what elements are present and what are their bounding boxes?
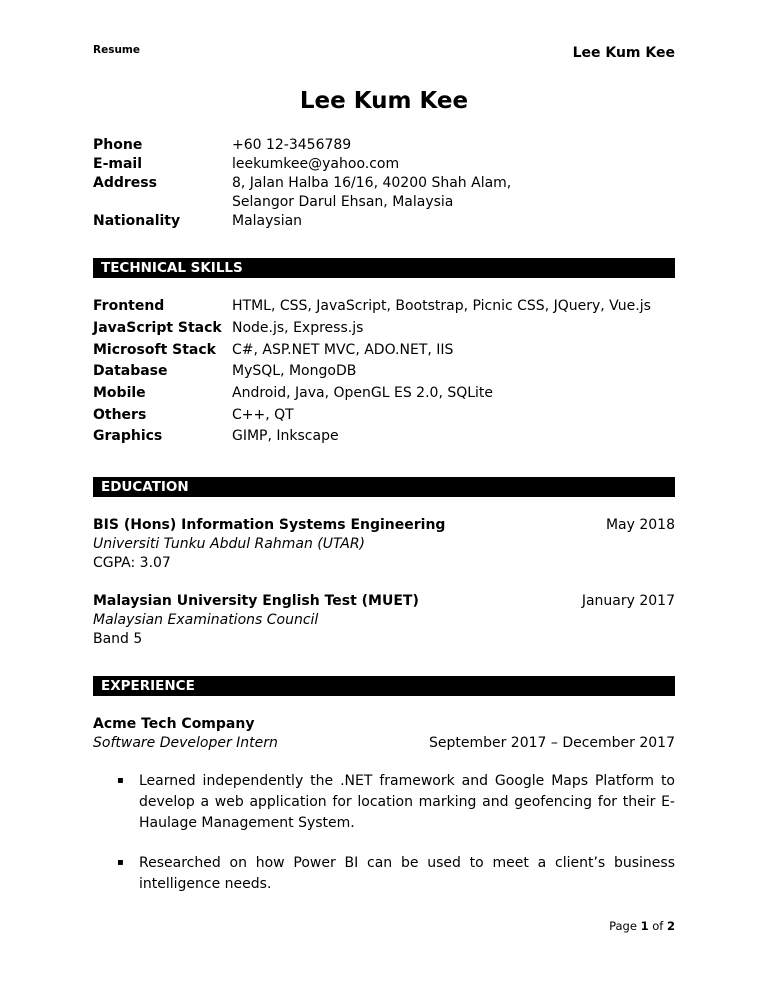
experience-dates: September 2017 – December 2017 (428, 735, 675, 751)
contact-label-email: E-mail (93, 156, 143, 172)
page-number (609, 919, 675, 933)
education-date: January 2017 (581, 593, 675, 609)
contact-label-nationality: Nationality (93, 213, 181, 229)
section-header-education: EDUCATION (93, 477, 675, 497)
bullet-icon: ▪ (117, 857, 124, 868)
section-header-experience: EXPERIENCE (93, 676, 675, 696)
skill-label: Microsoft Stack (93, 342, 216, 358)
experience-role: Software Developer Intern (93, 735, 278, 751)
education-date: May 2018 (605, 517, 675, 533)
page-current: 1 (640, 919, 649, 933)
header-left: Resume (93, 44, 140, 56)
education-title: BIS (Hons) Information Systems Engineering (93, 517, 446, 533)
skill-value: GIMP, Inkscape (232, 428, 339, 444)
education-detail: CGPA: 3.07 (93, 555, 171, 571)
contact-value-address-line1: 8, Jalan Halba 16/16, 40200 Shah Alam, (232, 175, 512, 191)
experience-company: Acme Tech Company (93, 716, 255, 732)
contact-value-address-line2: Selangor Darul Ehsan, Malaysia (232, 194, 454, 210)
skill-value: C++, QT (232, 407, 294, 423)
education-institution: Universiti Tunku Abdul Rahman (UTAR) (93, 536, 366, 552)
skill-value: Node.js, Express.js (232, 320, 364, 336)
contact-label-address: Address (93, 175, 157, 191)
skill-value: Android, Java, OpenGL ES 2.0, SQLite (232, 385, 494, 401)
skill-value: MySQL, MongoDB (232, 363, 357, 379)
education-detail: Band 5 (93, 631, 143, 647)
section-header-skills: TECHNICAL SKILLS (93, 258, 675, 278)
skill-label: JavaScript Stack (93, 320, 222, 336)
page-total: 2 (666, 919, 675, 933)
contact-value-nationality: Malaysian (232, 213, 303, 229)
contact-label-phone: Phone (93, 137, 143, 153)
experience-bullet: Researched on how Power BI can be used to meet a client’s business intelligence needs. (139, 855, 675, 892)
page-prefix: Page (609, 919, 641, 933)
page-mid: of (648, 919, 667, 933)
contact-value-phone: +60 12-3456789 (232, 137, 352, 153)
bullet-icon: ▪ (117, 775, 124, 786)
contact-value-email: leekumkee@yahoo.com (232, 156, 400, 172)
resume-name: Lee Kum Kee (299, 88, 469, 114)
skill-label: Database (93, 363, 168, 379)
experience-bullet: Learned independently the .NET framework and Google Maps Platform to develop a web application for location marking and geofencing for their E-Haulage Management System. (139, 773, 675, 831)
skill-label: Mobile (93, 385, 146, 401)
skill-value: HTML, CSS, JavaScript, Bootstrap, Picnic CSS, JQuery, Vue.js (232, 298, 651, 314)
skill-label: Graphics (93, 428, 163, 444)
header-right: Lee Kum Kee (572, 45, 675, 61)
skill-label: Others (93, 407, 147, 423)
education-title: Malaysian University English Test (MUET) (93, 593, 419, 609)
skill-label: Frontend (93, 298, 165, 314)
skill-value: C#, ASP.NET MVC, ADO.NET, IIS (232, 342, 454, 358)
education-institution: Malaysian Examinations Council (93, 612, 319, 628)
